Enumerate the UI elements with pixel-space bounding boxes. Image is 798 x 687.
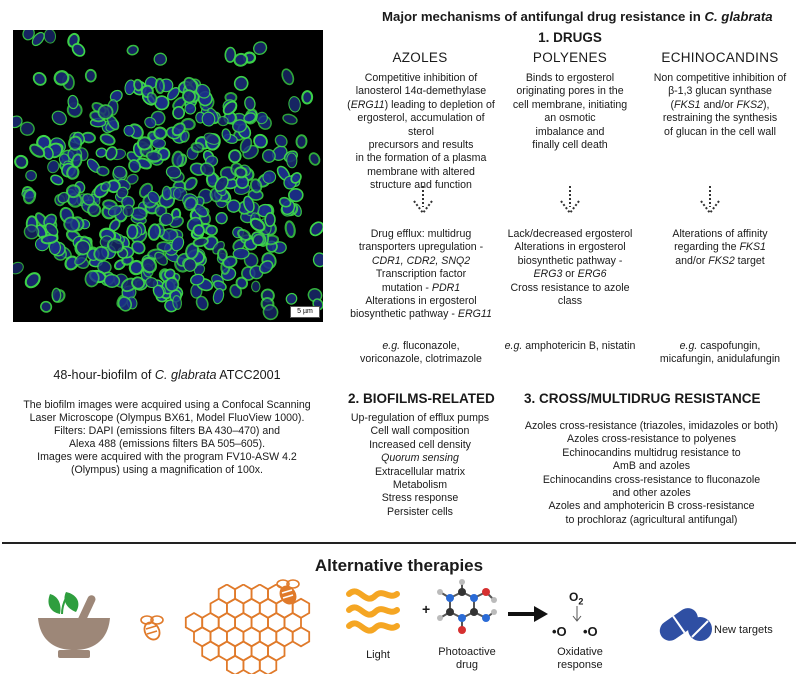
polyenes-arrow-icon — [559, 185, 581, 217]
pill-icon — [656, 599, 716, 643]
honeycomb-cell — [293, 627, 310, 646]
methods-text: The biofilm images were acquired using a Confocal Scanning Laser Microscope (Olympus BX61, Model FluoView 1000). Filters: DAPI (emissions filters BA 430–470) and Alexa 488 (emissions filters BA 505–605). Images were acquired with the program FV10-ASW 4.2 (Olympus) using a magnification of 100x. — [23, 399, 311, 476]
echinocandins-title: ECHINOCANDINS — [661, 50, 779, 65]
radical-1: •O — [552, 624, 567, 639]
polyenes-resistance: Lack/decreased ergosterol Alterations in ergosterol biosynthetic pathway - ERG3 or ERG6 Cross resistance to azole class — [507, 228, 633, 308]
biofilms-heading: 2. BIOFILMS-RELATED — [348, 391, 495, 406]
right-arrow-icon — [508, 604, 548, 624]
image-caption: 48-hour-biofilm of C. glabrata ATCC2001 — [53, 368, 281, 382]
light-wave-icon — [345, 584, 401, 644]
azoles-arrow-icon — [412, 185, 434, 217]
down-arrow-icon — [571, 606, 583, 624]
alternative-heading: Alternative therapies — [314, 556, 484, 575]
biofilm-micrograph — [13, 30, 323, 322]
polyenes-examples: e.g. amphotericin B, nistatin — [504, 340, 636, 352]
figure-title: Major mechanisms of antifungal drug resistance in C. glabrata — [382, 9, 773, 24]
azoles-title: AZOLES — [392, 50, 448, 65]
cross-list: Azoles cross-resistance (triazoles, imidazoles or both) Azoles cross-resistance to polyenes Echinocandins multidrug resistance to AmB and azoles Echinocandins cross-resistance to fluconazole and other azoles Azoles and amphotericin B cross-resistance to prochloraz (agricultural antifungal) — [524, 420, 779, 526]
honeycomb-cell — [243, 656, 259, 674]
light-label: Light — [366, 649, 390, 661]
polyenes-title: POLYENES — [532, 50, 608, 65]
echinocandins-examples: e.g. caspofungin, micafungin, anidulafungin — [659, 340, 781, 366]
polyenes-mechanism: Binds to ergosterol originating pores in the cell membrane, initiating an osmotic imbalance and finally cell death — [512, 72, 628, 152]
photoactive-drug-label: Photoactive drug — [438, 646, 496, 671]
echinocandins-mechanism: Non competitive inhibition of β-1,3 glucan synthase (FKS1 and/or FKS2), restraining the synthesis of glucan in the cell wall — [653, 72, 787, 138]
oxygen-label: $O_2$ — [569, 590, 584, 607]
honeycomb-cell — [227, 656, 244, 674]
echinocandins-resistance: Alterations of affinity regarding the FKS1 and/or FKS2 target — [672, 228, 768, 267]
herbal-mortar-icon — [36, 590, 112, 660]
cross-heading: 3. CROSS/MULTIDRUG RESISTANCE — [524, 391, 761, 406]
photoactive-molecule-icon — [436, 578, 498, 640]
honeycomb-cell — [260, 656, 277, 674]
azoles-mechanism: Competitive inhibition of lanosterol 14α-demethylase (ERG11) leading to depletion of ergosterol, accumulation of sterol precursors and results in the formation of a plasma membrane with altered structure and function — [347, 72, 495, 192]
scale-bar: 5 µm — [290, 306, 320, 318]
honeycomb-cell — [202, 642, 219, 661]
biofilms-list: Up-regulation of efflux pumps Cell wall composition Increased cell density Quorum sensing Extracellular matrix Metabolism Stress response Persister cells — [350, 412, 490, 518]
azoles-examples: e.g. fluconazole, voriconazole, clotrimazole — [360, 340, 482, 366]
echinocandins-arrow-icon — [699, 185, 721, 217]
bee-icon — [271, 576, 305, 606]
plus-sign: + — [422, 601, 431, 617]
drugs-heading: 1. DRUGS — [538, 30, 602, 45]
bee-icon — [135, 612, 169, 642]
oxidative-response-label: Oxidative response — [557, 646, 603, 671]
yeast-cells — [13, 30, 323, 322]
new-targets-label: New targets — [714, 624, 773, 636]
radical-2: •O — [583, 624, 598, 639]
azoles-resistance: Drug efflux: multidrug transporters upregulation - CDR1, CDR2, SNQ2 Transcription factor mutation - PDR1 Alterations in ergosterol biosynthetic pathway - ERG11 — [350, 228, 492, 321]
